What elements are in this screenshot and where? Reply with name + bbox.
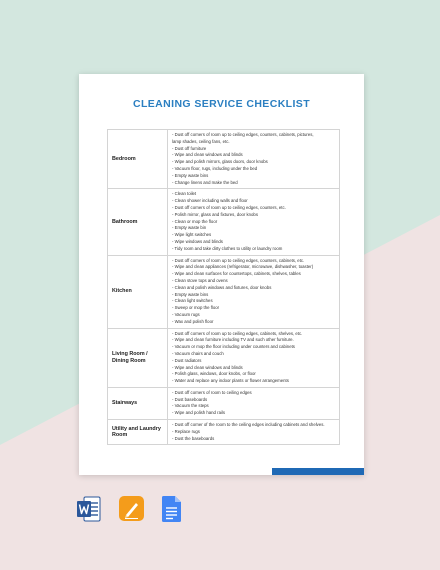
task-item: - Dust off corners of room up to ceiling edges, counters, cabinets, pictures,: [172, 132, 314, 137]
task-list: [168, 420, 340, 445]
task-item: - Dust radiators: [172, 357, 202, 363]
task-item: - Change linens and make the bed: [172, 179, 238, 185]
task-item: - Empty waste bin: [172, 225, 207, 231]
checklist-row: [108, 255, 340, 328]
task-item: - Vacuum floor, rugs, including under the bed: [172, 165, 258, 171]
task-item: - Clean stove tops and ovens: [172, 277, 228, 283]
task-item: - Dust off furniture: [172, 145, 207, 151]
checklist-row: [108, 387, 340, 419]
task-item: - Wipe and clean windows and blinds: [172, 364, 243, 370]
task-item: - Clean and polish windows and fixtures, door knobs: [172, 284, 272, 290]
task-item: - Dust the baseboards: [172, 435, 215, 441]
task-list: [168, 130, 340, 189]
task-item: - Sweep or mop the floor: [172, 305, 220, 311]
task-item: - Empty waste bins: [172, 172, 209, 178]
task-item: - Dust off corners of room to ceiling edges: [172, 389, 252, 395]
checklist-row: [108, 189, 340, 255]
checklist-row: [108, 328, 340, 387]
task-item: - Clean toilet: [172, 191, 197, 197]
task-item: - Vacuum or mop the floor including under counters and cabinets: [172, 344, 295, 350]
task-item: - Wax and polish floor: [172, 318, 214, 324]
task-item: - Clean shower including walls and floor: [172, 198, 248, 204]
task-item: - Wipe windows and blinds: [172, 238, 223, 244]
task-item: - Dust off corners of room up to ceiling edges, counters, etc.: [172, 204, 286, 210]
task-item: - Dust off corners of room up to ceiling edges, counters, cabinets, etc.: [172, 257, 305, 263]
task-item: - Clean light switches: [172, 298, 213, 304]
footer-accent-bar: [272, 468, 364, 475]
task-list: [168, 328, 340, 387]
task-item: - Vacuum chairs and couch: [172, 350, 224, 356]
task-list: [168, 387, 340, 419]
task-item: - Wipe and clean windows and blinds: [172, 152, 243, 158]
task-item: - Replace rugs: [172, 428, 200, 434]
area-name: Bathroom: [108, 189, 168, 255]
document-page: [79, 74, 364, 475]
area-name: Utility and Laundry Room: [108, 420, 168, 445]
task-item: - Tidy room and take dirty clothes to utility or laundry room: [172, 245, 283, 251]
area-name: Living Room / Dining Room: [108, 328, 168, 387]
task-item: - Polish mirror, glass and fixtures, door knobs: [172, 211, 258, 217]
task-item: - Dust off corners of room up to ceiling edges, cabinets, shelves, etc.: [172, 330, 303, 336]
task-item: - Wipe light switches: [172, 232, 212, 238]
task-item: - Dust baseboards: [172, 396, 208, 402]
checklist-row: [108, 420, 340, 445]
task-list: [168, 255, 340, 328]
task-item: - Wipe and polish mirrors, glass doors, door knobs: [172, 159, 268, 165]
checklist-row: [108, 130, 340, 189]
task-item: - Wipe and polish hand rails: [172, 410, 226, 416]
task-item: - Wipe and clean furniture including TV and such other furniture.: [172, 337, 294, 343]
page-title: CLEANING SERVICE CHECKLIST: [132, 98, 311, 110]
task-item: lamp shades, ceiling fans, etc.: [172, 138, 230, 144]
area-name: Bedroom: [108, 130, 168, 189]
task-item: - Wipe and clean appliances (refrigerator, microwave, dishwasher, toaster): [172, 264, 314, 270]
task-item: - Dust off corner of the room to the ceiling edges including cabinets and shelves.: [172, 422, 325, 428]
area-name: Kitchen: [108, 255, 168, 328]
task-item: - Polish glass, windows, door knobs, or floor: [172, 371, 256, 377]
task-item: - Water and replace any indoor plants or flower arrangements: [172, 378, 289, 384]
task-item: - Wipe and clean surfaces for countertops, cabinets, shelves, tables: [172, 271, 301, 277]
area-name: Stairways: [108, 387, 168, 419]
task-list: [168, 189, 340, 255]
task-item: - Empty waste bins: [172, 291, 209, 297]
google-docs-icon[interactable]: [162, 496, 181, 522]
task-item: - Vacuum the steps: [172, 403, 209, 409]
checklist-table: [107, 129, 340, 445]
task-item: - Vacuum rugs: [172, 311, 200, 317]
task-item: - Clean or mop the floor: [172, 218, 218, 224]
word-icon[interactable]: [77, 496, 101, 522]
pages-icon[interactable]: [119, 496, 144, 521]
